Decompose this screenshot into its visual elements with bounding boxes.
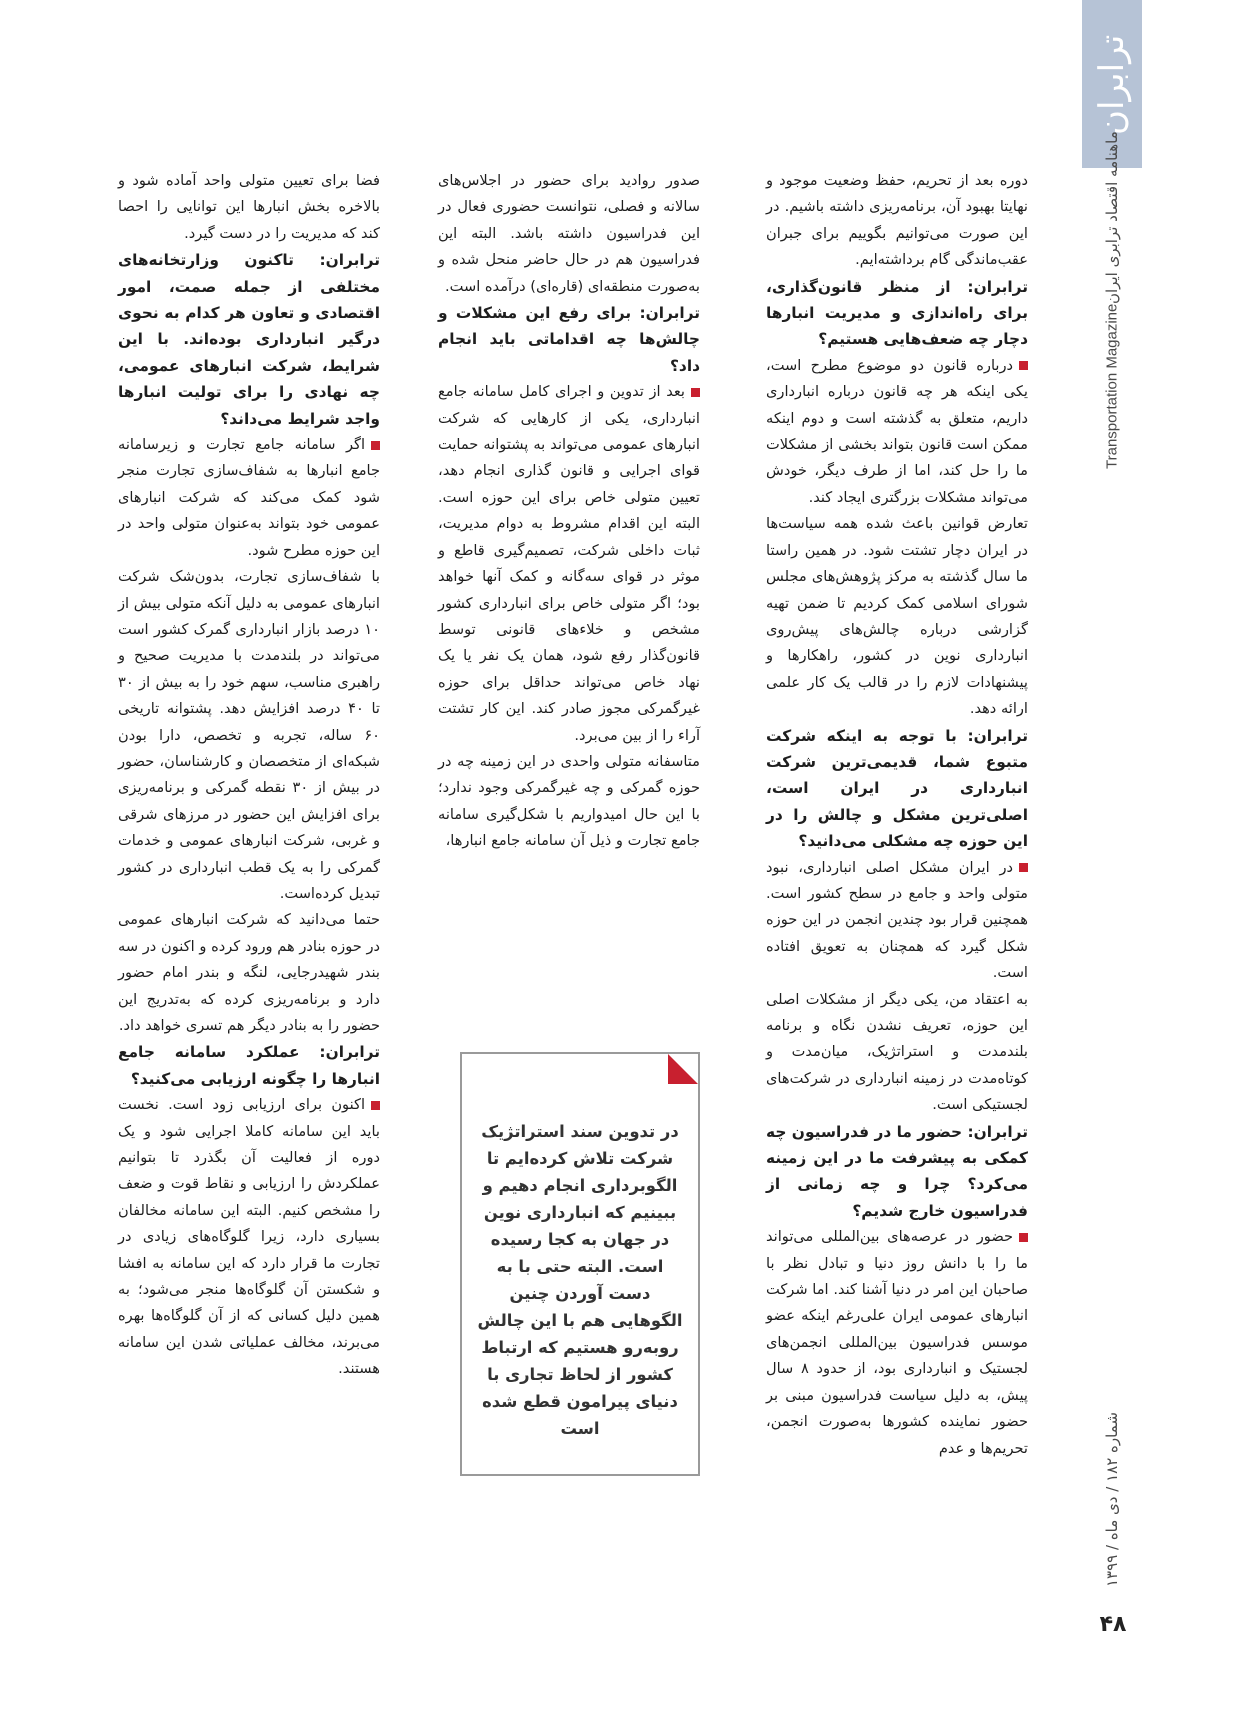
magazine-name-en: Transportation Magazine bbox=[1103, 303, 1121, 470]
pull-quote-text: در تدوین سند استراتژیک شرکت تلاش کرده‌ایم تا الگوبرداری انجام دهیم و ببینیم که انبارداری نوین در جهان به کجا رسیده است. البته حتی با به دست آوردن چنین الگوهایی هم با این چالش روبه‌رو هستیم که ارتباط کشور از لحاظ تجاری با دنیای پیرامون قطع شده است bbox=[477, 1122, 683, 1438]
logo-text: ترابران bbox=[1092, 34, 1132, 136]
answer-bullet-icon bbox=[1019, 863, 1028, 872]
interview-question bbox=[438, 300, 700, 379]
paragraph-text: درباره قانون دو موضوع مطرح است، یکی اینکه هر چه قانون درباره انبارداری داریم، متعلق به گذشته است و دوم اینکه ممکن است قانون بتواند بخشی از مشکلات ما را حل کند، اما از طرف دیگر، خودش می‌تواند مشکلات بزرگتری ایجاد کند. bbox=[766, 356, 1028, 506]
body-paragraph bbox=[118, 564, 380, 907]
article-column-middle bbox=[438, 168, 700, 855]
corner-accent-icon bbox=[666, 1052, 700, 1086]
magazine-name-fa: ماهنامه اقتصاد ترابری ایران bbox=[1103, 130, 1121, 304]
answer-bullet-icon bbox=[691, 388, 700, 397]
interview-answer bbox=[766, 855, 1028, 987]
paragraph-text: با شفاف‌سازی تجارت، بدون‌شک شرکت انبارهای عمومی به دلیل آنکه متولی بیش از ۱۰ درصد بازار انبارداری گمرک کشور است می‌تواند در بلندمدت با مدیریت صحیح و راهبری مناسب، سهم خود را به بیش از ۳۰ تا ۴۰ درصد افزایش دهد. پشتوانه تاریخی ۶۰ ساله، تجربه و تخصص، دارا بودن شبکه‌ای از متخصصان و کارشناسان، حضور در بیش از ۳۰ نقطه گمرکی و برنامه‌ریزی برای افزایش این حضور در مرزهای شرقی و غربی، شرکت انبارهای عمومی و خدمات گمرکی را به یک قطب انبارداری در کشور تبدیل کرده‌است. bbox=[118, 568, 380, 902]
body-paragraph bbox=[766, 987, 1028, 1119]
body-paragraph bbox=[438, 168, 700, 300]
paragraph-text: اگر سامانه جامع تجارت و زیرسامانه جامع انبارها به شفاف‌سازی تجارت منجر شود کمک می‌کند که شرکت انبارهای عمومی خود بتواند به‌عنوان متولی واحد در این حوزه مطرح شود. bbox=[118, 436, 380, 559]
paragraph-text: ترابران: حضور ما در فدراسیون چه کمکی به پیشرفت ما در این زمینه می‌کرد؟ چرا و چه زمانی از فدراسیون خارج شدیم؟ bbox=[766, 1122, 1028, 1220]
answer-bullet-icon bbox=[1019, 361, 1028, 370]
paragraph-text: دوره بعد از تحریم، حفظ وضعیت موجود و نهایتا بهبود آن، برنامه‌ریزی داشته باشیم. در این صورت می‌توانیم بگوییم برای جبران عقب‌ماندگی گام برداشته‌ایم. bbox=[766, 172, 1028, 269]
interview-answer bbox=[766, 353, 1028, 511]
paragraph-text: ترابران: با توجه به اینکه شرکت متبوع شما، قدیمی‌ترین شرکت انبارداری در ایران است، اصلی‌ترین مشکل و چالش را در این حوزه چه مشکلی می‌دانید؟ bbox=[766, 726, 1028, 851]
answer-bullet-icon bbox=[371, 441, 380, 450]
paragraph-text: حتما می‌دانید که شرکت انبارهای عمومی در حوزه بنادر هم ورود کرده و اکنون در سه بندر شهیدرجایی، لنگه و بندر امام حضور دارد و برنامه‌ریزی کرده که به‌تدریج این حضور را به بنادر دیگر هم تسری خواهد داد. bbox=[118, 911, 380, 1034]
paragraph-text: ترابران: عملکرد سامانه جامع انبارها را چگونه ارزیابی می‌کنید؟ bbox=[118, 1043, 380, 1088]
paragraph-text: ترابران: از منظر قانون‌گذاری، برای راه‌اندازی و مدیریت انبارها دچار چه ضعف‌هایی هستیم؟ bbox=[766, 277, 1028, 349]
interview-question bbox=[766, 1119, 1028, 1225]
body-paragraph bbox=[118, 907, 380, 1039]
paragraph-text: به اعتقاد من، یکی دیگر از مشکلات اصلی این حوزه، تعریف نشدن نگاه و برنامه بلندمدت و استراتژیک، میان‌مدت و کوتاه‌مدت در زمینه انبارداری در شرکت‌های لجستیکی است. bbox=[766, 990, 1028, 1114]
interview-answer bbox=[438, 379, 700, 749]
body-paragraph bbox=[766, 168, 1028, 274]
answer-bullet-icon bbox=[1019, 1233, 1028, 1242]
paragraph-text: بعد از تدوین و اجرای کامل سامانه جامع انبارداری، یکی از کارهایی که شرکت انبارهای عمومی می‌تواند به پشتوانه حمایت قوای اجرایی و قانون گذاری انجام دهد، تعیین متولی خاص برای این حوزه است. البته این اقدام مشروط به دوام مدیریت، ثبات داخلی شرکت، تصمیم‌گیری قاطع و موثر در قوای سه‌گانه و کمک آنها خواهد بود؛ اگر متولی خاص برای انبارداری کشور مشخص و خلاءهای قانونی توسط قانون‌گذار رفع شود، همان یک نفر یا یک نهاد خاص می‌تواند حداقل برای حوزه غیرگمرکی مجوز صادر کند. این کار تشتت آراء را از بین می‌برد. bbox=[438, 383, 700, 744]
paragraph-text: صدور روادید برای حضور در اجلاس‌های سالانه و فصلی، نتوانست حضوری فعال در این فدراسیون داشته باشد. البته این فدراسیون هم در حال حاضر منحل شده و به‌صورت منطقه‌ای (قاره‌ای) درآمده است. bbox=[438, 172, 700, 295]
interview-question bbox=[766, 274, 1028, 353]
interview-answer bbox=[766, 1224, 1028, 1462]
paragraph-text: متاسفانه متولی واحدی در این زمینه چه در حوزه گمرکی و چه غیرگمرکی وجود ندارد؛ با این حال امیدواریم با شکل‌گیری سامانه جامع تجارت و ذیل آن سامانه جامع انبارها، bbox=[438, 752, 700, 850]
paragraph-text: در ایران مشکل اصلی انبارداری، نبود متولی واحد و جامع در سطح کشور است. همچنین قرار بود چندین انجمن در این حوزه شکل گیرد که همچنان به تعویق افتاده است. bbox=[766, 858, 1028, 982]
paragraph-text: حضور در عرصه‌های بین‌المللی می‌تواند ما را با دانش روز دنیا و تبادل نظر با صاحبان این امر در دنیا آشنا کند. اما شرکت انبارهای عمومی ایران علی‌رغم اینکه عضو موسس فدراسیون بین‌المللی انجمن‌های لجستیک و انبارداری بود، از حدود ۸ سال پیش، به دلیل سیاست فدراسیون مبنی بر حضور نماینده کشورها به‌صورت انجمن، تحریم‌ها و عدم bbox=[766, 1228, 1028, 1457]
magazine-name bbox=[1082, 130, 1142, 470]
paragraph-text: اکنون برای ارزیابی زود است. نخست باید این سامانه کاملا اجرایی شود و یک دوره از فعالیت آن بگذرد تا بتوانیم عملکردش را ارزیابی و نقاط قوت و ضعف را مشخص کنیم. البته این سامانه مخالفان بسیاری دارد، زیرا گلوگاه‌های زیادی در تجارت ما قرار دارد که این سامانه به افشا و شکستن آن گلوگاه‌ها منجر می‌شود؛ به همین دلیل کسانی که از آن گلوگاه‌ها بهره می‌برند، مخالف عملیاتی شدن این سامانه هستند. bbox=[118, 1096, 380, 1378]
interview-answer bbox=[118, 432, 380, 564]
paragraph-text: تعارض قوانین باعث شده همه سیاست‌ها در ایران دچار تشتت شود. در همین راستا ما سال گذشته به مرکز پژوهش‌های مجلس شورای اسلامی کمک کردیم تا ضمن تهیه گزارشی درباره چالش‌های پیش‌روی انبارداری نوین در کشور، راهکارها و پیشنهادات لازم را در قالب یک کار علمی ارائه دهد. bbox=[766, 515, 1028, 718]
issue-info: شماره ۱۸۲ / دی ماه / ۱۳۹۹ bbox=[1103, 1412, 1121, 1588]
interview-question bbox=[766, 723, 1028, 855]
paragraph-text: ترابران: برای رفع این مشکلات و چالش‌ها چه اقداماتی باید انجام داد؟ bbox=[438, 304, 700, 375]
paragraph-text: فضا برای تعیین متولی واحد آماده شود و بالاخره بخش انبارها این توانایی را احصا کند که مدیریت را در دست گیرد. bbox=[118, 172, 380, 242]
article-column-right bbox=[766, 168, 1028, 1462]
page-number: ۴۸ bbox=[1099, 1612, 1127, 1637]
article-column-left bbox=[118, 168, 380, 1383]
paragraph-text: ترابران: تاکنون وزارتخانه‌های مختلفی از جمله صمت، امور اقتصادی و تعاون هر کدام به نحوی درگیر انبارداری بوده‌اند. با این شرایط، شرکت انبارهای عمومی، چه نهادی را برای تولیت انبارها واجد شرایط می‌داند؟ bbox=[118, 251, 380, 428]
interview-answer bbox=[118, 1092, 380, 1382]
answer-bullet-icon bbox=[371, 1101, 380, 1110]
body-paragraph bbox=[118, 168, 380, 247]
interview-question bbox=[118, 247, 380, 432]
side-band bbox=[1082, 0, 1142, 1713]
interview-question bbox=[118, 1039, 380, 1092]
body-paragraph bbox=[766, 511, 1028, 722]
body-paragraph bbox=[438, 749, 700, 855]
pull-quote-box bbox=[460, 1052, 700, 1476]
